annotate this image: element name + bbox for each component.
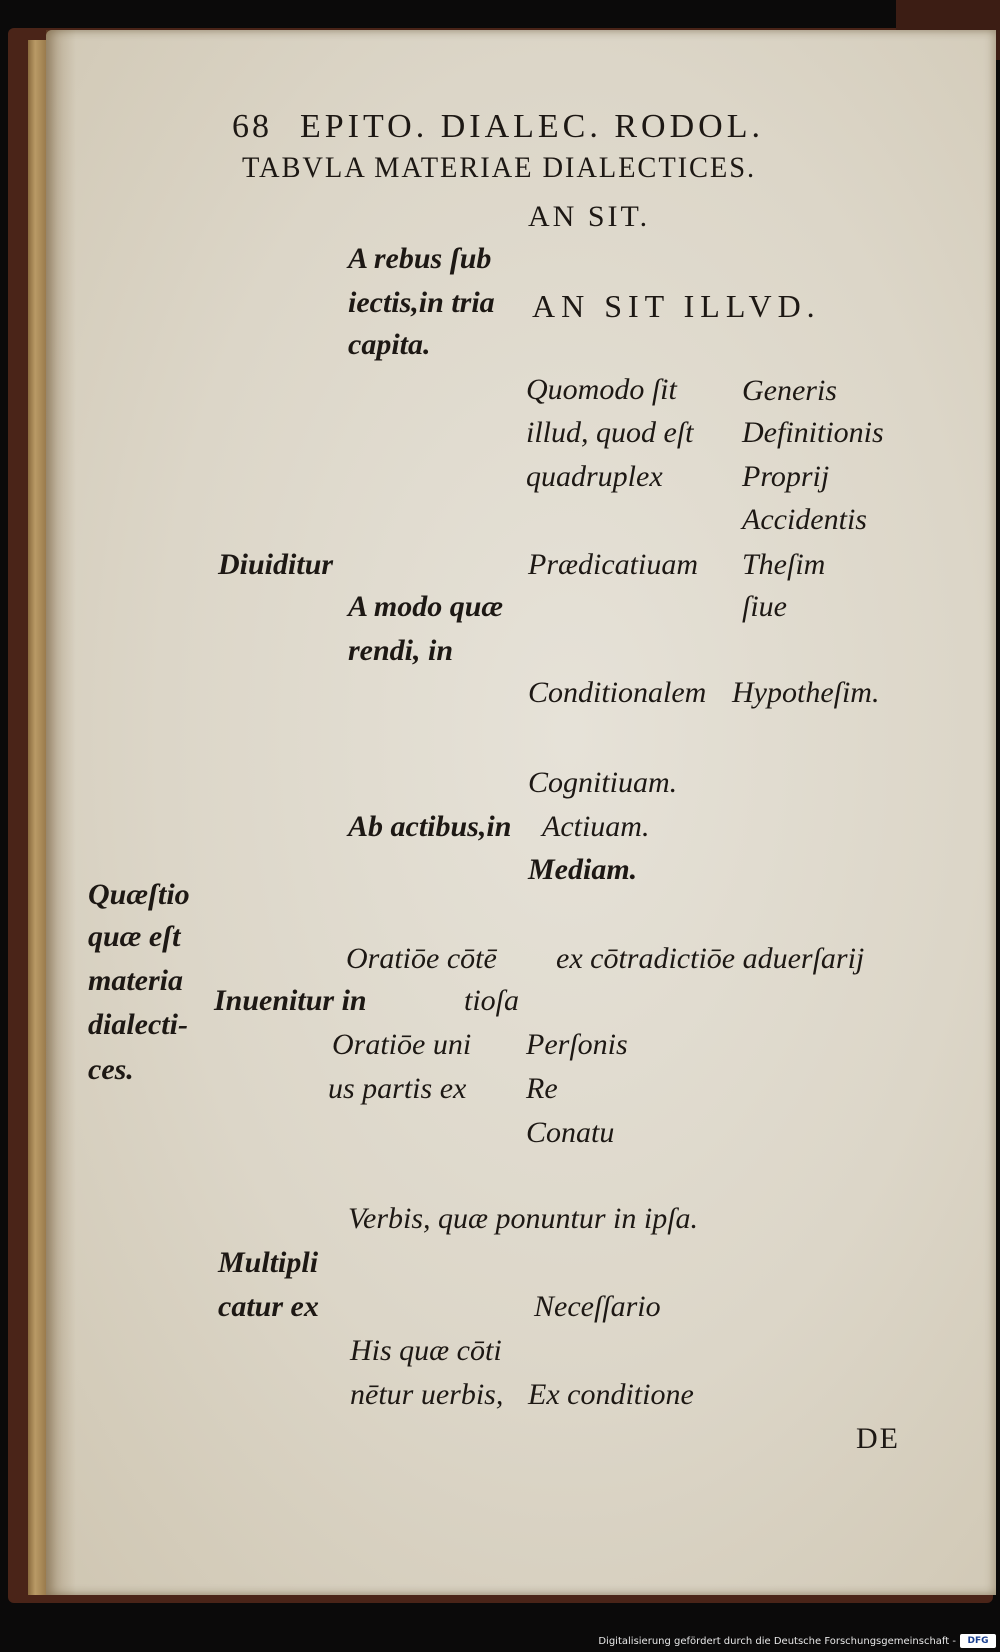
quaestio-line-2: quæ eſt — [88, 920, 181, 953]
his-quae-line-1: His quæ cōti — [350, 1334, 502, 1367]
ex-conditione-label: Ex conditione — [528, 1378, 694, 1411]
rebus-line-3: capita. — [348, 328, 431, 361]
page-number: 68 — [232, 108, 272, 145]
rebus-line-2: iectis,in tria — [348, 286, 495, 319]
inuenitur-label: Inuenitur in — [214, 984, 367, 1017]
quaestio-line-1: Quæſtio — [88, 878, 190, 911]
oratione-unius-line-1: Oratiōe uni — [332, 1028, 472, 1061]
actibus-label: Ab actibus,in — [348, 810, 512, 843]
actibus-item-mediam: Mediam. — [528, 853, 638, 886]
ex-contradictione-label: ex cōtradictiōe aduerſarij — [556, 942, 865, 975]
oratione-contentiosa-line-2: tioſa — [464, 984, 520, 1017]
funding-notice: Digitalisierung gefördert durch die Deutsche Forschungsgemeinschaft - — [598, 1636, 956, 1647]
quomodo-line-1: Quomodo ſit — [526, 373, 677, 406]
modo-line-1: A modo quæ — [348, 590, 504, 623]
table-title: TABVLA MATERIAE DIALECTICES. — [242, 151, 757, 184]
oratione-unius-item-personis: Perſonis — [526, 1028, 628, 1061]
page-gutter-shadow — [46, 30, 76, 1595]
catchword: DE — [856, 1422, 900, 1455]
quaestio-line-5: ces. — [88, 1053, 134, 1086]
an-sit-heading: AN SIT. — [528, 200, 651, 233]
quomodo-item-accidentis: Accidentis — [742, 503, 867, 536]
quomodo-line-3: quadruplex — [526, 460, 663, 493]
quomodo-item-proprij: Proprij — [742, 460, 830, 493]
necessario-label: Neceſſario — [534, 1290, 661, 1323]
oratione-unius-item-conatu: Conatu — [526, 1116, 615, 1149]
quomodo-item-definitionis: Definitionis — [742, 416, 884, 449]
book-page — [46, 30, 996, 1595]
thesim-line-1: Theſim — [742, 548, 826, 581]
an-sit-illud-heading: AN SIT ILLVD. — [532, 288, 821, 324]
running-title: EPITO. DIALEC. RODOL. — [300, 108, 764, 145]
modo-line-2: rendi, in — [348, 634, 454, 667]
multiplicatur-line-1: Multipli — [218, 1246, 319, 1279]
quomodo-item-generis: Generis — [742, 374, 837, 407]
actibus-item-actiuam: Actiuam. — [542, 810, 650, 843]
rebus-line-1: A rebus ſub — [348, 242, 492, 275]
hypothesim-label: Hypotheſim. — [732, 676, 880, 709]
diuiditur-label: Diuiditur — [218, 548, 334, 581]
oratione-contentiosa-line-1: Oratiōe cōtē — [346, 942, 497, 975]
oratione-unius-line-2: us partis ex — [328, 1072, 467, 1105]
thesim-line-2: ſiue — [742, 590, 787, 623]
quaestio-line-4: dialecti- — [88, 1008, 188, 1041]
quaestio-line-3: materia — [88, 964, 183, 997]
his-quae-line-2: nētur uerbis, — [350, 1378, 504, 1411]
actibus-item-cognitiuam: Cognitiuam. — [528, 766, 678, 799]
multiplicatur-line-2: catur ex — [218, 1290, 319, 1323]
quomodo-line-2: illud, quod eſt — [526, 416, 694, 449]
page-edges — [28, 40, 46, 1595]
verbis-label: Verbis, quæ ponuntur in ipſa. — [348, 1202, 699, 1235]
praedicatiuam-label: Prædicatiuam — [528, 548, 698, 581]
dfg-logo: DFG — [960, 1634, 996, 1648]
oratione-unius-item-re: Re — [526, 1072, 558, 1105]
conditionalem-label: Conditionalem — [528, 676, 707, 709]
